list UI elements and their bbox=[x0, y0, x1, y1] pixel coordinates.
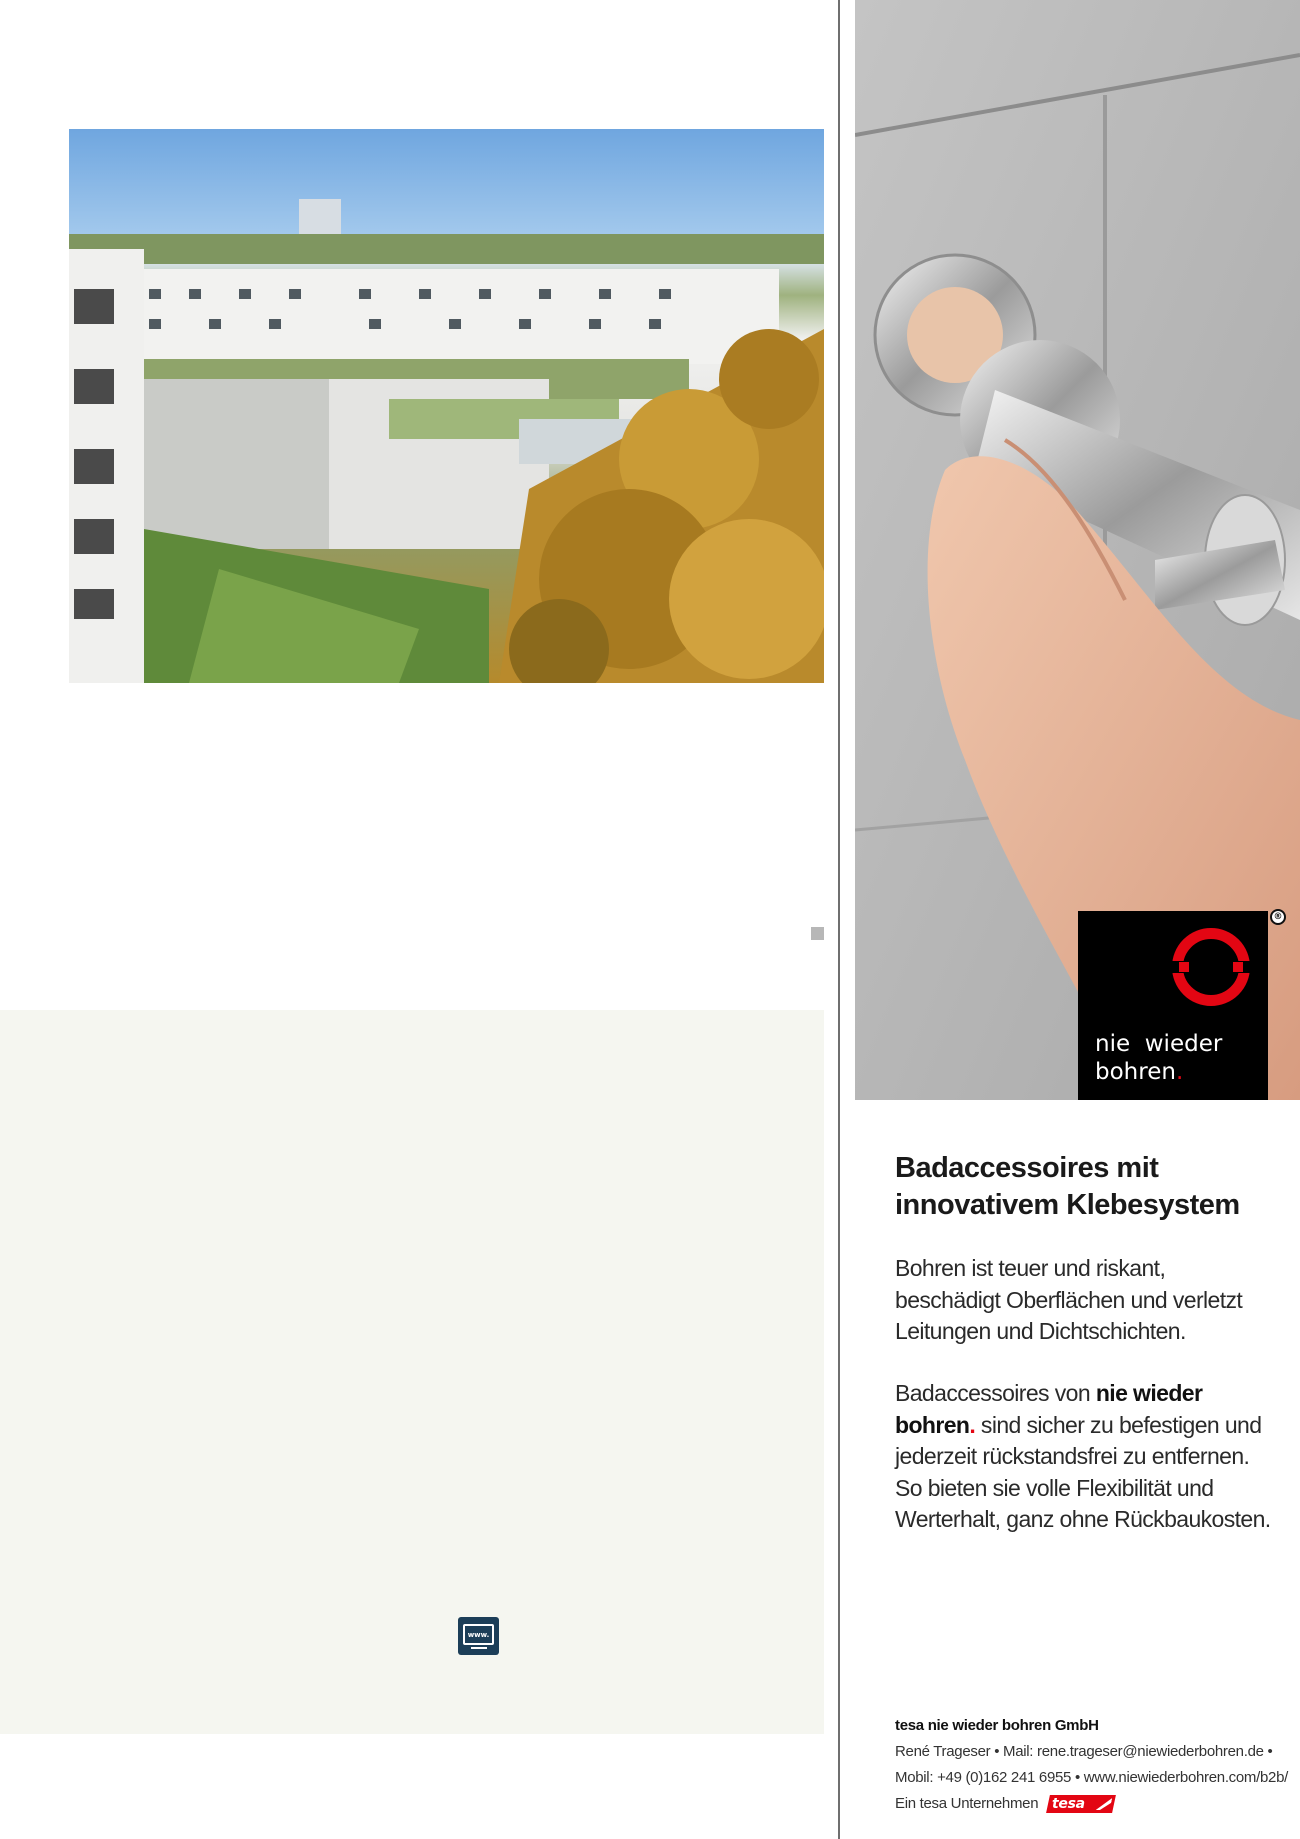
contact-line-phone-web[interactable]: Mobil: +49 (0)162 241 6955 • www.niewiederbohren.com/b2b/ bbox=[895, 1769, 1288, 1786]
paragraph-2-brand: nie wieder bohren bbox=[895, 1380, 1203, 1438]
tesa-logo bbox=[1046, 1795, 1116, 1813]
logo-line-2: bohren bbox=[1095, 1059, 1176, 1085]
page-marker-square bbox=[811, 927, 824, 940]
contact-block bbox=[895, 1713, 1290, 1817]
contact-tesa-text: Ein tesa Unternehmen bbox=[895, 1795, 1039, 1812]
ad-paragraph-2 bbox=[895, 1378, 1275, 1536]
logo-red-dot: . bbox=[1175, 1059, 1184, 1085]
www-label: www. bbox=[463, 1624, 494, 1645]
registered-trademark-icon: ® bbox=[1270, 909, 1286, 925]
paragraph-2-red-dot: . bbox=[969, 1411, 976, 1438]
residential-buildings-photo bbox=[69, 129, 824, 683]
contact-company: tesa nie wieder bohren GmbH bbox=[895, 1717, 1099, 1734]
ad-paragraph-1: Bohren ist teuer und riskant, beschädigt Oberflächen und verletzt Leitungen und Dichtschichten. bbox=[895, 1255, 1243, 1344]
logo-line-1: nie wieder bbox=[1095, 1031, 1223, 1057]
nie-wieder-bohren-logo bbox=[1078, 911, 1268, 1100]
ad-headline: Badaccessoires mit innovativem Klebesystem bbox=[895, 1152, 1240, 1221]
contact-line-mail[interactable]: René Trageser • Mail: rene.trageser@niewiederbohren.de • bbox=[895, 1743, 1273, 1760]
tesa-logo-text: tesa bbox=[1052, 1796, 1085, 1813]
logo-wordmark bbox=[1095, 1030, 1222, 1086]
paragraph-2-intro: Badaccessoires von bbox=[895, 1380, 1096, 1406]
paragraph-2-rest: sind sicher zu befestigen und jederzeit rückstandsfrei zu entfernen. So bieten sie volle Flexibilität und Werterhalt, ganz ohne Rückbaukosten. bbox=[895, 1411, 1271, 1532]
logo-ring-icon bbox=[1172, 928, 1250, 1006]
info-panel bbox=[0, 1010, 824, 1734]
page-divider bbox=[838, 0, 840, 1839]
www-monitor-icon[interactable] bbox=[458, 1617, 499, 1655]
contact-line-tesa bbox=[895, 1791, 1290, 1817]
monitor-stand bbox=[471, 1647, 487, 1649]
